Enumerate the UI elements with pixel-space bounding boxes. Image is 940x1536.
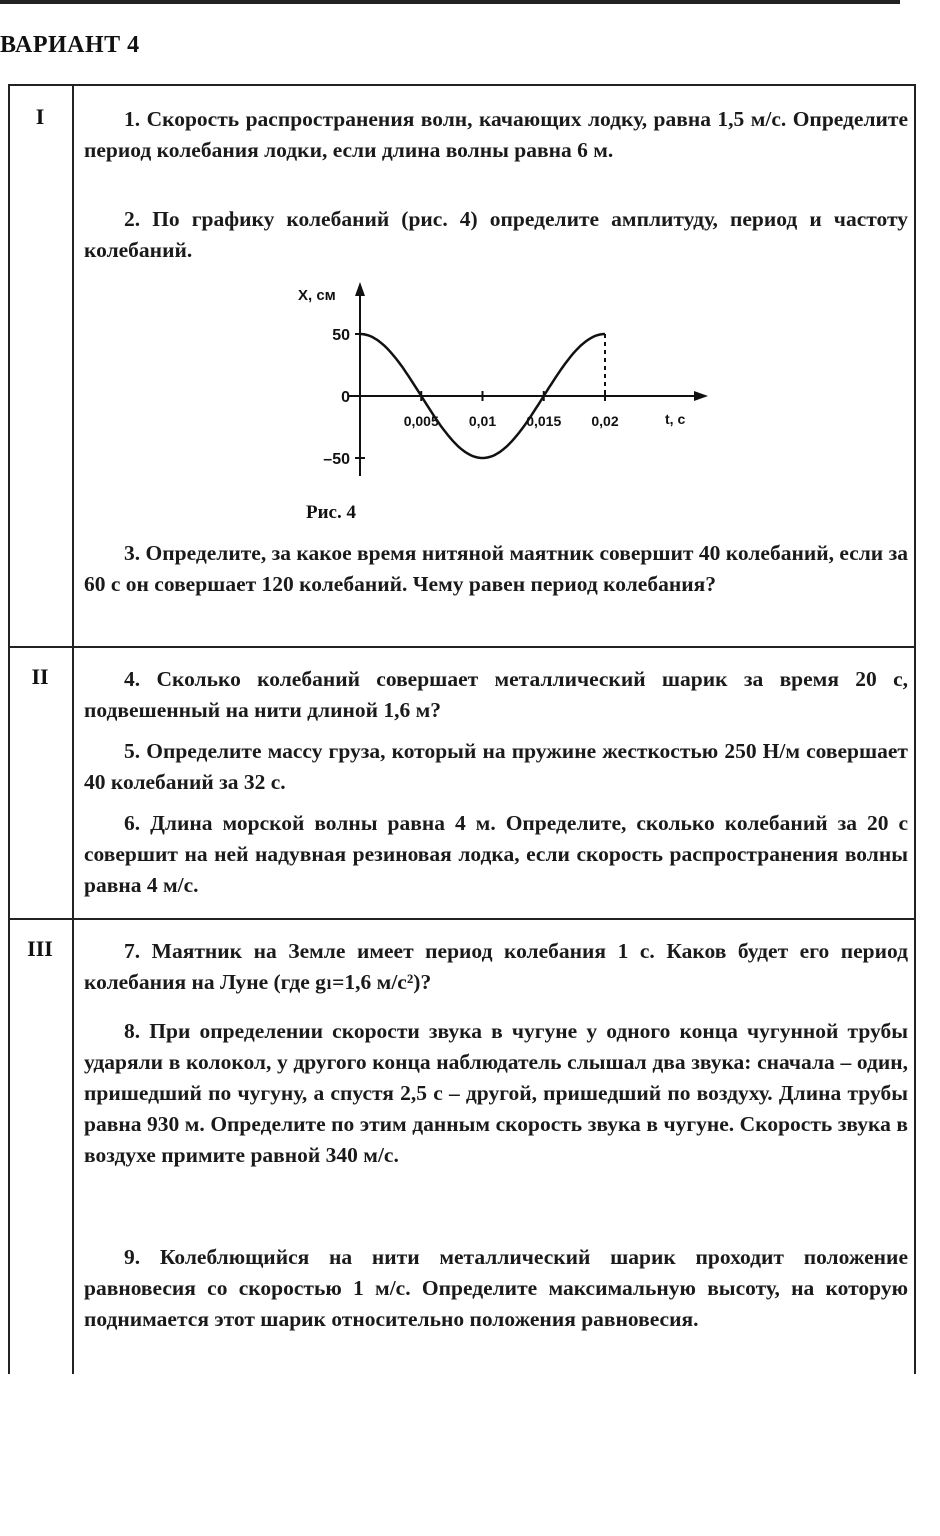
task-5 [84,736,908,798]
task-table [8,84,916,1374]
task-text: Маятник на Земле имеет период колебания 1 с. Каков будет его период колебания на Луне (где gₗ=1,6 м/с²)? [84,939,909,994]
task-number: 2. [124,207,141,231]
column-divider [72,86,74,1374]
task-number: 9. [124,1245,141,1269]
task-number: 4. [124,667,141,691]
task-7 [84,936,908,998]
x-tick-label: 0,02 [591,413,619,429]
variant-title: ВАРИАНТ 4 [0,32,140,58]
level-label: II [31,664,49,689]
figure-caption: Рис. 4 [306,502,356,523]
y-tick-label: –50 [323,451,350,468]
task-9 [84,1242,908,1335]
task-text: Скорость распространения волн, качающих лодку, равна 1,5 м/с. Определите период колебания лодки, если длина волны равна 6 м. [84,107,909,162]
task-text: По графику колебаний (рис. 4) определите амплитуду, период и частоту колебаний. [84,207,909,262]
task-6 [84,808,908,901]
task-text: Сколько колебаний совершает металлический шарик за время 20 с, подвешенный на нити длиной 1,6 м? [84,667,909,722]
x-axis-label: t, с [665,411,686,427]
task-number: 8. [124,1019,141,1043]
y-tick-label: 50 [332,327,350,344]
task-8 [84,1016,908,1171]
task-3 [84,538,908,600]
task-number: 3. [124,541,141,565]
level-label: I [35,104,45,129]
task-number: 5. [124,739,141,763]
task-1 [84,104,908,166]
task-4 [84,664,908,726]
row-divider [10,918,914,920]
x-tick-label: 0,01 [468,413,497,429]
task-text: Определите, за какое время нитяной маятник совершит 40 колебаний, если за 60 с он совершает 120 колебаний. Чему равен период колебания? [84,541,908,596]
task-number: 1. [124,107,141,131]
y-axis-arrow [355,282,365,296]
x-tick-label: 0,015 [526,413,562,429]
x-axis-arrow [694,391,708,401]
task-text: Колеблющийся на нити металлический шарик проходит положение равновесия со скоростью 1 м/с. Определите максимальную высоту, на которую поднимается этот шарик относительно положения равновесия. [84,1245,908,1331]
x-tick-label: 0,005 [403,413,439,429]
task-text: При определении скорости звука в чугуне у одного конца чугунной трубы ударяли в колокол, у другого конца наблюдатель слышал два звука: сначала – один, пришедший по чугуну, а спустя 2,5 с – другой, пришедший по воздуху. Длина трубы равна 930 м. Определите по этим данным скорость звука в чугуне. Скорость звука в воздухе примите равной 340 м/с. [84,1019,908,1167]
task-text: Длина морской волны равна 4 м. Определите, сколько колебаний за 20 с совершит на ней надувная резиновая лодка, если скорость распространения волны равна 4 м/с. [84,811,908,897]
task-number: 6. [124,811,141,835]
task-text: Определите массу груза, который на пружине жесткостью 250 Н/м совершает 40 колебаний за 32 с. [84,739,908,794]
task-number: 7. [124,939,141,963]
y-tick-label: 0 [341,389,350,406]
task-2 [84,204,908,266]
top-rule [0,0,900,4]
y-axis-label: X, см [298,287,336,304]
row-divider [10,646,914,648]
level-label: III [27,936,53,961]
